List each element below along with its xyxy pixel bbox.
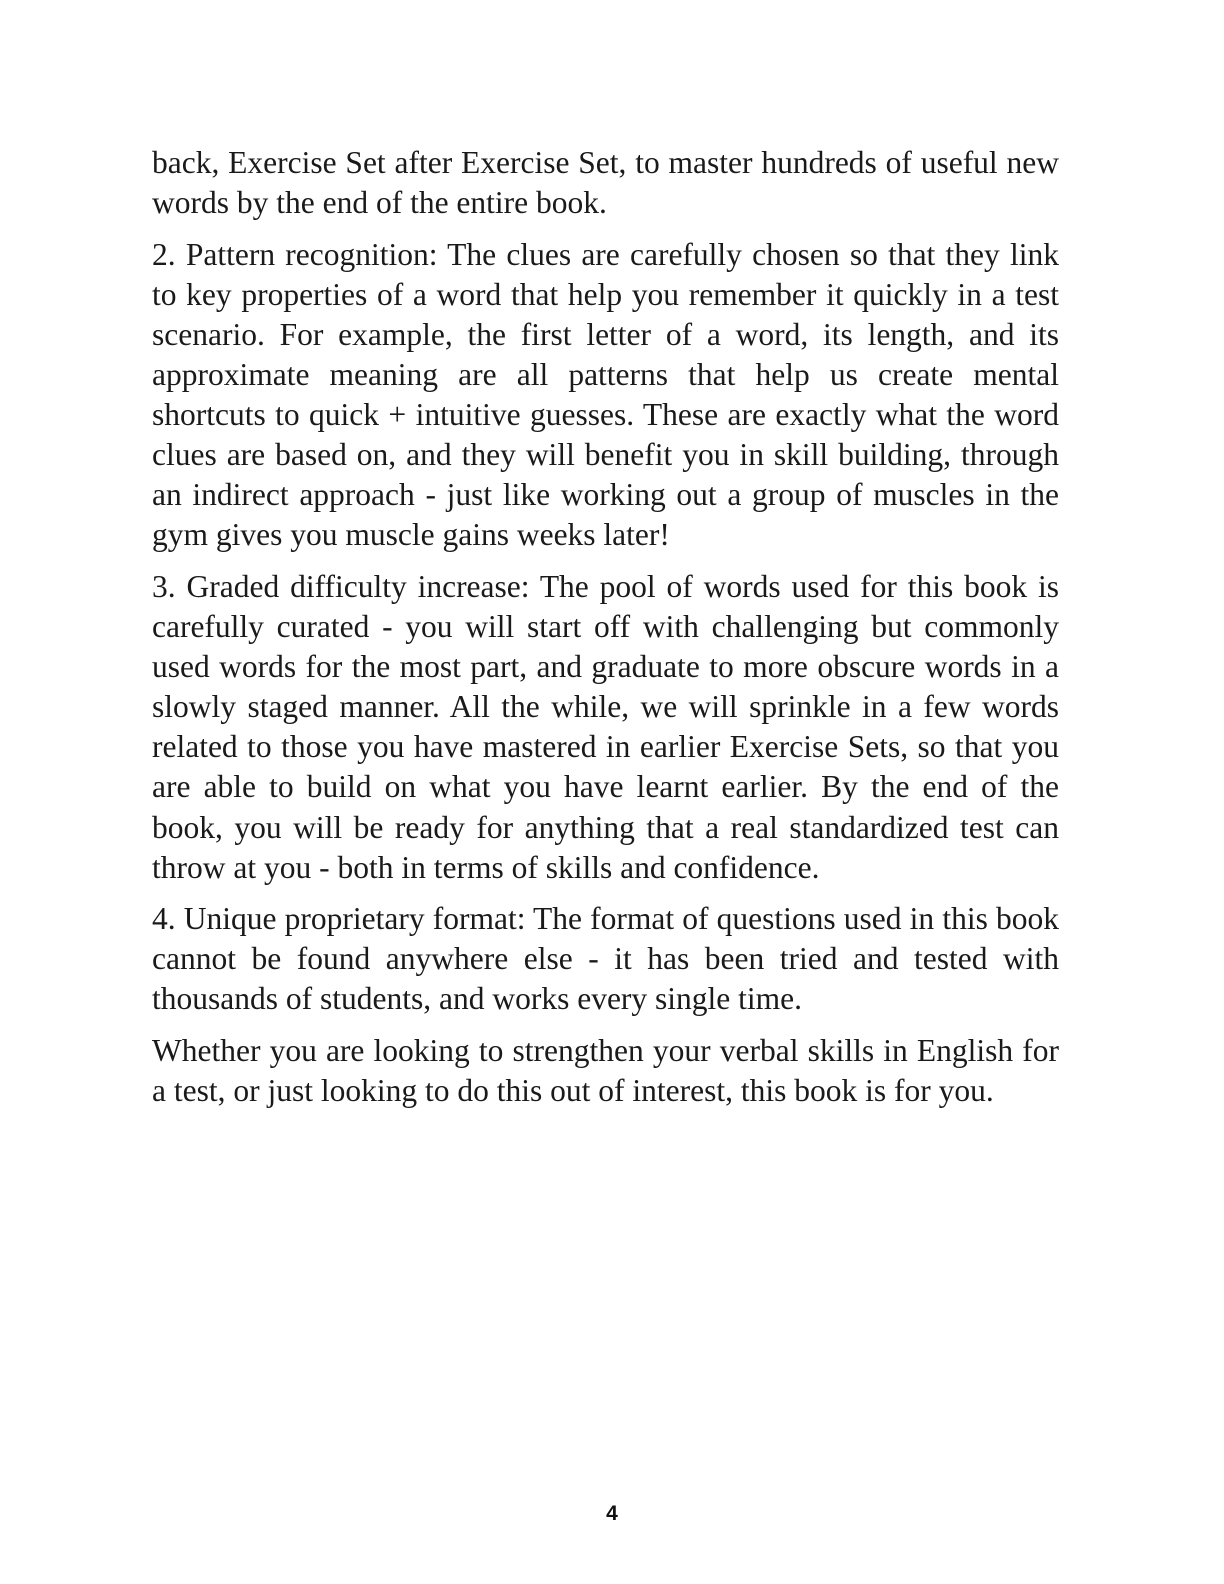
- paragraph-continuation: back, Exercise Set after Exercise Set, to master hundreds of useful new words by the end of the entire book.: [152, 145, 1059, 221]
- page-number: 4: [606, 1502, 618, 1525]
- body-text: [152, 143, 1059, 1123]
- paragraph-pattern-recognition: 2. Pattern recognition: The clues are carefully chosen so that they link to key properties of a word that help you remember it quickly in a test scenario. For example, the first letter of a word, its length, and its approximate meaning are all patterns that help us create mental shortcuts to quick + intuitive guesses. These are exactly what the word clues are based on, and they will benefit you in skill building, through an indirect approach - just like working out a group of muscles in the gym gives you muscle gains weeks later!: [152, 236, 1059, 553]
- paragraph-graded-difficulty: 3. Graded difficulty increase: The pool of words used for this book is carefully curated - you will start off with challenging but commonly used words for the most part, and graduate to more obscure words in a slowly staged manner. All the while, we will sprinkle in a few words related to those you have mastered in earlier Exercise Sets, so that you are able to build on what you have learnt earlier. By the end of the book, you will be ready for anything that a real standardized test can throw at you - both in terms of skills and confidence.: [152, 568, 1059, 885]
- paragraph-unique-format: 4. Unique proprietary format: The format of questions used in this book cannot be found anywhere else - it has been tried and tested with thousands of students, and works every single time.: [152, 901, 1059, 1017]
- paragraph-closing: Whether you are looking to strengthen your verbal skills in English for a test, or just looking to do this out of interest, this book is for you.: [152, 1032, 1059, 1109]
